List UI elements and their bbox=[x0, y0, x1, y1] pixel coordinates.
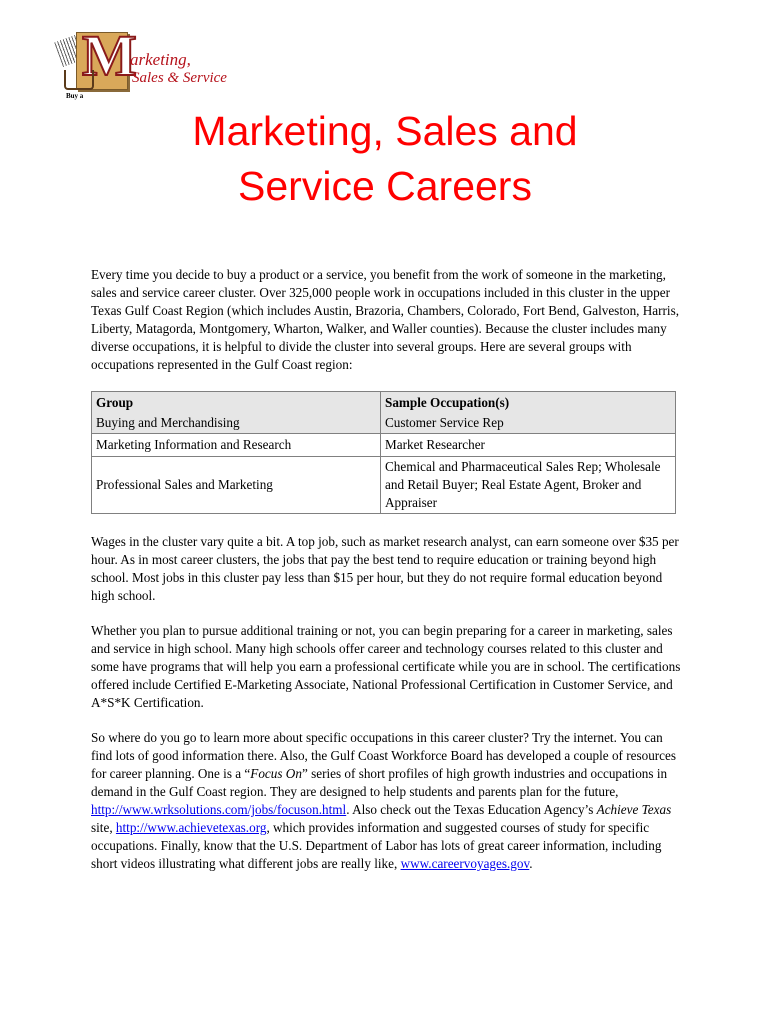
learn-more-paragraph bbox=[91, 729, 685, 873]
intro-paragraph: Every time you decide to buy a product or a service, you benefit from the work of someone in the marketing, sales and service career cluster. Over 325,000 people work in occupations included in this cluster in the upper Texas Gulf Coast Region (which includes Austin, Brazoria, Chambers, Colorado, Fort Bend, Galveston, Harris, Liberty, Matagorda, Montgomery, Wharton, Walker, and Waller counties). Because the cluster includes many diverse occupations, it is helpful to divide the cluster into several groups. Here are several groups with occupations represented in the Gulf Coast region: bbox=[91, 267, 680, 372]
achievetexas-link[interactable]: http://www.achievetexas.org bbox=[115, 820, 267, 835]
logo-letter: M bbox=[82, 23, 137, 88]
shopping-cart-icon bbox=[64, 70, 94, 90]
title-line2: Service Careers bbox=[238, 163, 532, 209]
document-body bbox=[91, 266, 685, 890]
table-cell-group: Professional Sales and Marketing bbox=[92, 457, 381, 514]
table-cell-occupation: Customer Service Rep bbox=[381, 413, 676, 434]
logo-small-text: Buy a bbox=[66, 92, 84, 100]
marketing-logo bbox=[50, 22, 235, 104]
table-cell-occupation: Market Researcher bbox=[381, 434, 676, 457]
occupations-table bbox=[91, 391, 676, 514]
learn-more-text-5: , which provides information and suggested courses of study for specific occupations. Finally, know that the U.S. Department of Labor has lots of great career information, including short videos illustrating what different jobs are really like, bbox=[91, 820, 662, 871]
table-cell-group: Marketing Information and Research bbox=[92, 434, 381, 457]
wrksolutions-link[interactable]: http://www.wrksolutions.com/jobs/focuson.html bbox=[91, 802, 347, 817]
table-cell-group: Buying and Merchandising bbox=[92, 413, 381, 434]
table-row bbox=[92, 434, 676, 457]
focus-on-title: Focus On bbox=[250, 766, 302, 781]
title-line1: Marketing, Sales and bbox=[192, 108, 578, 154]
table-row bbox=[92, 457, 676, 514]
wages-paragraph: Wages in the cluster vary quite a bit. A top job, such as market research analyst, can earn someone over $35 per hour. As in most career clusters, the jobs that pay the best tend to require education or training beyond high school. Most jobs in this cluster pay less than $15 per hour, but they do not require formal education beyond high school. bbox=[91, 534, 679, 603]
logo-line1: arketing, bbox=[130, 50, 191, 69]
page-title bbox=[0, 104, 770, 214]
learn-more-text-1: So where do you go to learn more about specific occupations in this career cluster? Try the internet. You can find lots of good information there. Also, the Gulf Coast Workforce Board has developed a couple of resources for career planning. One is a “ bbox=[91, 730, 677, 781]
logo-line2: Sales & Service bbox=[132, 70, 227, 86]
table-header-occupations: Sample Occupation(s) bbox=[381, 392, 676, 414]
careervoyages-link[interactable]: www.careervoyages.gov bbox=[400, 856, 530, 871]
table-row bbox=[92, 413, 676, 434]
learn-more-text-6: . bbox=[529, 856, 533, 871]
learn-more-text-3: . Also check out the Texas Education Agency’s bbox=[346, 802, 597, 817]
learn-more-text-4: site, bbox=[91, 820, 116, 835]
table-cell-occupation: Chemical and Pharmaceutical Sales Rep; Wholesale and Retail Buyer; Real Estate Agent, Broker and Appraiser bbox=[381, 457, 676, 514]
table-header-group: Group bbox=[92, 392, 381, 414]
table-header-row bbox=[92, 392, 676, 414]
learn-more-text-2: ” series of short profiles of high growth industries and occupations in demand in the Gulf Coast region. They are designed to help students and parents plan for the future, bbox=[91, 766, 668, 799]
achieve-texas-title: Achieve Texas bbox=[596, 802, 672, 817]
training-paragraph: Whether you plan to pursue additional training or not, you can begin preparing for a career in marketing, sales and service in high school. Many high schools offer career and technology courses related to this cluster and some have programs that will help you earn a professional certificate while you are in school. The certifications offered include Certified E-Marketing Associate, National Professional Certification in Customer Service, and A*S*K Certification. bbox=[91, 623, 681, 710]
